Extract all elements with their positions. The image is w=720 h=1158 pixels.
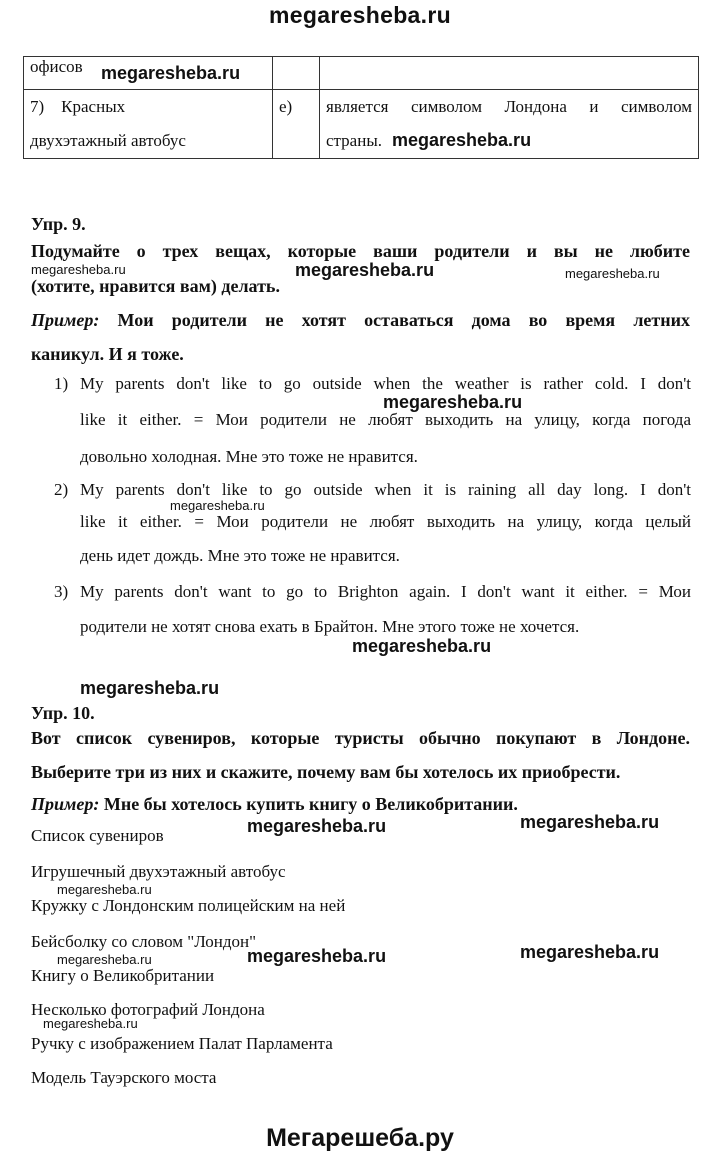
cell-text: страны. [326,131,382,150]
watermark: megaresheba.ru [57,952,152,967]
souvenir-item: Ручку с изображением Палат Парламента [31,1034,333,1053]
list-item: like it either. = Мои родители не любят выходить на улицу, когда целый [80,512,691,531]
list-item: My parents don't want to go to Brighton again. I don't want it either. = Мои [80,582,691,601]
exercise-9-task: (хотите, нравится вам) делать. [31,276,280,296]
example-text: Мои родители не хотят оставаться дома во время летних [117,310,690,330]
table-row [24,90,699,159]
list-item: родители не хотят снова ехать в Брайтон. Мне этого тоже не хочется. [80,617,580,636]
cell-text: офисов [30,57,83,76]
watermark: megaresheba.ru [392,130,532,150]
exercise-10-example [31,794,518,815]
list-item-number: 1) [54,374,69,393]
table-cell-mid [273,57,320,90]
souvenir-item: Несколько фотографий Лондона [31,1000,265,1019]
example-label: Пример: [31,310,100,330]
watermark: megaresheba.ru [170,498,265,513]
souvenir-item: Кружку с Лондонским полицейским на ней [31,896,346,915]
souvenir-item: Книгу о Великобритании [31,966,215,985]
watermark: megaresheba.ru [383,392,523,412]
watermark: megaresheba.ru [247,946,387,966]
watermark: megaresheba.ru [295,260,435,280]
cell-text: является символом Лондона и символом [326,97,692,116]
list-item: My parents don't like to go outside when the weather is rather cold. I don't [80,374,691,393]
exercise-9-example: каникул. И я тоже. [31,344,184,364]
cell-letter: e) [279,97,293,116]
watermark: megaresheba.ru [565,266,660,281]
exercise-10-task: Выберите три из них и скажите, почему вам бы хотелось их приобрести. [31,762,621,782]
watermark: megaresheba.ru [520,812,660,832]
watermark: megaresheba.ru [247,816,387,836]
exercise-10-task: Вот список сувениров, которые туристы обычно покупают в Лондоне. [31,728,690,748]
list-item: My parents don't like to go outside when it is raining all day long. I don't [80,480,691,499]
watermark: megaresheba.ru [352,636,492,656]
watermark: megaresheba.ru [57,882,152,897]
list-item: довольно холодная. Мне это тоже не нравится. [80,447,418,466]
cell-text: Красных [61,97,126,116]
exercise-9-example [31,310,690,331]
row-number: 7) [30,97,45,116]
example-text: Мне бы хотелось купить книгу о Великобритании. [103,794,518,814]
watermark: megaresheba.ru [80,678,220,698]
list-item-number: 2) [54,480,69,499]
list-item: день идет дождь. Мне это тоже не нравится. [80,546,400,565]
exercise-9-title: Упр. 9. [31,214,86,234]
table-cell-left [24,90,273,159]
list-item: like it either. = Мои родители не любят выходить на улицу, когда погода [80,410,691,429]
cell-text: двухэтажный автобус [30,131,186,150]
site-footer: Мегарешеба.ру [266,1124,454,1152]
exercise-9-task: Подумайте о трех вещах, которые ваши родители и вы не любите [31,241,690,261]
souvenir-item: Игрушечный двухэтажный автобус [31,862,286,881]
site-header: megaresheba.ru [269,2,451,28]
watermark: megaresheba.ru [43,1016,138,1031]
watermark: megaresheba.ru [101,63,241,83]
cell-line [30,90,266,124]
souvenir-item: Бейсболку со словом "Лондон" [31,932,257,951]
watermark: megaresheba.ru [31,262,126,277]
table-cell-mid [273,90,320,159]
exercise-10-title: Упр. 10. [31,703,95,723]
example-label: Пример: [31,794,100,814]
table-cell-right [320,57,699,90]
souvenir-item: Модель Тауэрского моста [31,1068,217,1087]
list-item-number: 3) [54,582,69,601]
watermark: megaresheba.ru [520,942,660,962]
souvenir-list-title: Список сувениров [31,826,164,845]
